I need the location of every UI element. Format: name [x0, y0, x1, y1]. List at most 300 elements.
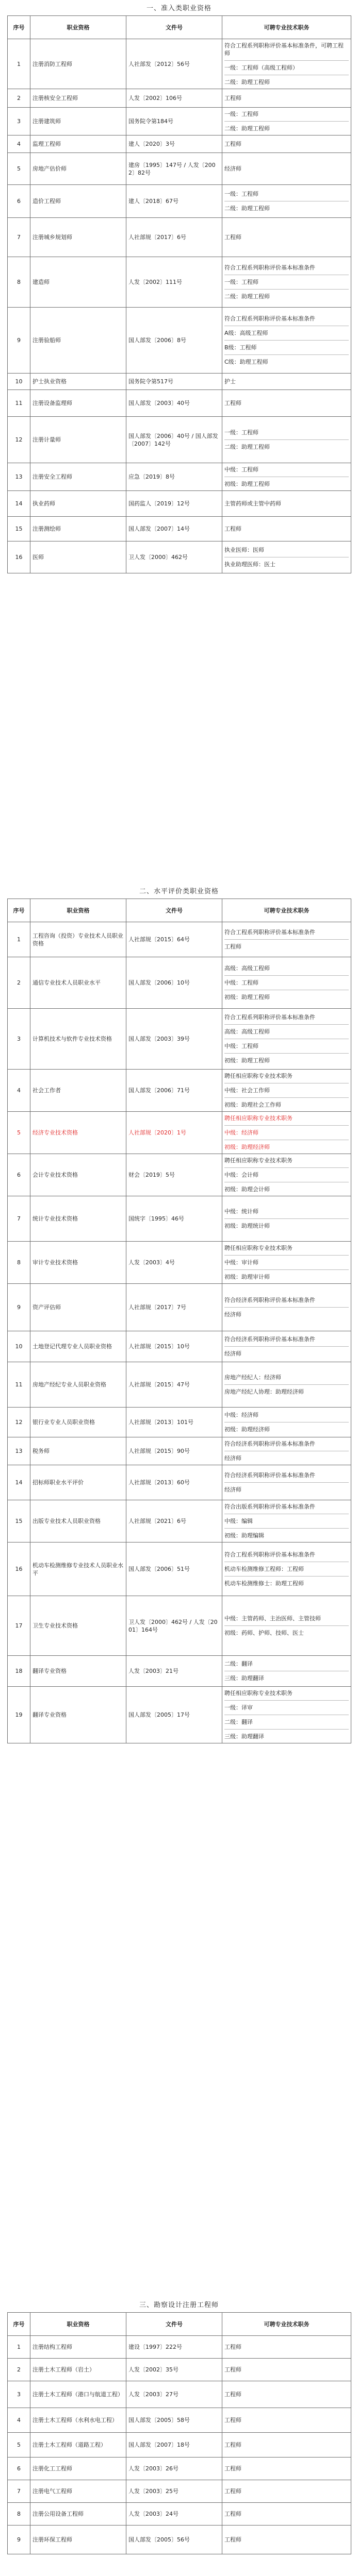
posts-cell: [222, 2503, 351, 2526]
post-title: 符合工程系列职称评价基本标准条件: [224, 1014, 315, 1021]
table-row: [8, 2381, 351, 2408]
posts-cell: [222, 390, 351, 417]
post-title: 工程师: [224, 2417, 241, 2424]
row-index-cell: 14: [8, 491, 30, 517]
table-row: [8, 1196, 351, 1242]
cell-divider: [224, 121, 349, 122]
document-number-cell: 国人部发〔2006〕71号: [126, 1070, 222, 1112]
posts-cell: [222, 257, 351, 308]
post-title: 中级：编辑: [224, 1518, 253, 1524]
document-number-cell: 人发〔2002〕106号: [126, 89, 222, 108]
posts-cell: [222, 374, 351, 390]
cell-divider: [224, 289, 349, 290]
row-index-cell: 1: [8, 39, 30, 89]
row-index-cell: 2: [8, 89, 30, 108]
post-title: 二级：助理工程师: [224, 125, 270, 132]
post-title: 中级：主管药师、主治医师、主管技师: [224, 1615, 321, 1622]
post-title: 房地产经纪人协理：助理经济师: [224, 1388, 304, 1395]
qualification-cell: 注册结构工程师: [30, 2336, 126, 2359]
document-number-cell: 建房〔1995〕147号 / 人发〔2002〕82号: [126, 153, 222, 185]
cell-divider: [224, 1167, 349, 1168]
posts-cell: [222, 1331, 351, 1362]
table-row: [8, 374, 351, 390]
table-row: [8, 257, 351, 308]
posts-cell: [222, 1543, 351, 1596]
table-header-row: [8, 16, 351, 39]
table-row: [8, 1112, 351, 1154]
table-row: [8, 1687, 351, 1743]
row-index-cell: 15: [8, 517, 30, 541]
row-index-cell: 3: [8, 2381, 30, 2408]
row-index-cell: 2: [8, 2359, 30, 2381]
post-title: 聘任相应职称专业技术职务: [224, 1157, 292, 1164]
post-title: 一级：译审: [224, 1704, 253, 1711]
cell-divider: [224, 939, 349, 940]
post-title: 中级：工程师: [224, 466, 258, 473]
post-title: 符合经济系列职称评价基本标准条件: [224, 1472, 315, 1479]
post-title: 工程师: [224, 2536, 241, 2543]
table-row: [8, 1437, 351, 1465]
post-title: 符合工程系列职称评价基本标准条件: [224, 1551, 315, 1558]
qualification-cell: 通信专业技术人员职业水平: [30, 957, 126, 1009]
post-title: 二级：助理工程师: [224, 444, 270, 450]
qualification-table: [7, 2312, 351, 2554]
post-title: 中级：会计师: [224, 1172, 258, 1178]
row-index-cell: 4: [8, 1070, 30, 1112]
document-number-cell: 人社部规〔2013〕60号: [126, 1465, 222, 1500]
cell-divider: [224, 1346, 349, 1347]
row-index-cell: 6: [8, 2458, 30, 2480]
post-title: 一级：工程师（高级工程师）: [224, 64, 298, 71]
post-title: 高级：高级工程师: [224, 965, 270, 972]
document-number-cell: 人社部规〔2015〕64号: [126, 922, 222, 957]
cell-divider: [224, 1384, 349, 1385]
document-number-cell: 国人部发〔2005〕56号: [126, 2526, 222, 2554]
table-row: [8, 2336, 351, 2359]
posts-cell: [222, 135, 351, 153]
post-title: 符合工程系列职称评价基本标准条件: [224, 315, 315, 322]
table-row: [8, 153, 351, 185]
post-title: 工程师: [224, 2391, 241, 2398]
post-title: 工程师: [224, 2442, 241, 2448]
table-row: [8, 2480, 351, 2503]
row-index-cell: 3: [8, 108, 30, 135]
post-title: 初级：助理社会工作师: [224, 1101, 281, 1108]
table-row: [8, 1500, 351, 1543]
qualification-cell: 税务师: [30, 1437, 126, 1465]
post-title: 初级：药师、护师、技师、医士: [224, 1630, 304, 1636]
qualification-cell: 招标师职业水平评价: [30, 1465, 126, 1500]
cell-divider: [224, 1218, 349, 1219]
post-title: 符合经济系列职称评价基本标准条件: [224, 1297, 315, 1303]
row-index-cell: 5: [8, 2433, 30, 2458]
post-title: 聘任相应职称专业技术职务: [224, 1073, 292, 1079]
row-index-cell: 7: [8, 218, 30, 257]
qualification-cell: 监理工程师: [30, 135, 126, 153]
post-title: 二级：翻译: [224, 1719, 253, 1725]
post-title: 工程师: [224, 141, 241, 147]
post-title: 符合出版系列职称评价基本标准条件: [224, 1503, 315, 1510]
table-row: [8, 1543, 351, 1596]
row-index-cell: 11: [8, 390, 30, 417]
qualification-cell: 注册测绘师: [30, 517, 126, 541]
posts-cell: [222, 2381, 351, 2408]
header-posts: 可聘专业技术职务: [222, 2313, 351, 2336]
posts-cell: [222, 2359, 351, 2381]
document-number-cell: 人发〔2003〕24号: [126, 2503, 222, 2526]
posts-cell: [222, 922, 351, 957]
document-number-cell: 人发〔2003〕26号: [126, 2458, 222, 2480]
posts-cell: [222, 108, 351, 135]
document-number-cell: 国务院令第517号: [126, 374, 222, 390]
table-row: [8, 2526, 351, 2554]
table-row: [8, 2458, 351, 2480]
document-number-cell: 人发〔2003〕4号: [126, 1242, 222, 1284]
table-row: [8, 1465, 351, 1500]
qualification-cell: 银行业专业人员职业资格: [30, 1408, 126, 1437]
posts-cell: [222, 1437, 351, 1465]
qualification-cell: 统计专业技术资格: [30, 1196, 126, 1242]
table-row: [8, 185, 351, 218]
document-number-cell: 国人部发〔2005〕17号: [126, 1687, 222, 1743]
qualification-cell: 注册核安全工程师: [30, 89, 126, 108]
post-title: 初级：助理审计师: [224, 1274, 270, 1280]
document-number-cell: 国务院令第184号: [126, 108, 222, 135]
posts-cell: [222, 1465, 351, 1500]
post-title: 经济师: [224, 1311, 241, 1318]
row-index-cell: 7: [8, 1196, 30, 1242]
section-title: 一、准入类职业资格: [146, 5, 211, 12]
post-title: 经济师: [224, 1350, 241, 1357]
document-number-cell: 国人部发〔2006〕10号: [126, 957, 222, 1009]
table-row: [8, 491, 351, 517]
row-index-cell: 5: [8, 1112, 30, 1154]
qualification-cell: 注册化工工程师: [30, 2458, 126, 2480]
document-number-cell: 人社部规〔2015〕10号: [126, 1331, 222, 1362]
qualification-cell: 注册设备监理师: [30, 390, 126, 417]
post-title: A级：高级工程师: [224, 330, 268, 336]
posts-cell: [222, 517, 351, 541]
posts-cell: [222, 1687, 351, 1743]
header-qualification: 职业资格: [30, 899, 126, 922]
post-title: B级：工程师: [224, 344, 257, 351]
row-index-cell: 18: [8, 1656, 30, 1687]
table-row: [8, 308, 351, 374]
post-title: 机动车检测维修士：助理工程师: [224, 1580, 304, 1587]
row-index-cell: 6: [8, 1154, 30, 1196]
row-index-cell: 13: [8, 1437, 30, 1465]
row-index-cell: 6: [8, 185, 30, 218]
post-title: C级：助理工程师: [224, 359, 268, 365]
post-title: 符合经济系列职称评价基本标准条件: [224, 1440, 315, 1447]
posts-cell: [222, 2408, 351, 2433]
document-number-cell: 人社部规〔2017〕6号: [126, 218, 222, 257]
document-number-cell: 国人部发〔2003〕40号: [126, 390, 222, 417]
header-document: 文件号: [126, 2313, 222, 2336]
row-index-cell: 8: [8, 2503, 30, 2526]
table-row: [8, 463, 351, 491]
post-title: 中级：工程师: [224, 979, 258, 986]
post-title: 经济师: [224, 165, 241, 172]
table-header-row: [8, 2313, 351, 2336]
qualification-cell: 注册土木工程师（水利水电工程）: [30, 2408, 126, 2433]
qualification-cell: 注册土木工程师（道路工程）: [30, 2433, 126, 2458]
header-qualification: 职业资格: [30, 2313, 126, 2336]
document-number-cell: 国人部发〔2005〕58号: [126, 2408, 222, 2433]
table-row: [8, 1154, 351, 1196]
posts-cell: [222, 1070, 351, 1112]
posts-cell: [222, 185, 351, 218]
cell-divider: [224, 340, 349, 341]
post-title: 工程师: [224, 2344, 241, 2350]
row-index-cell: 12: [8, 1408, 30, 1437]
table-row: [8, 1331, 351, 1362]
post-title: 符合工程系列职称评价基本标准条件，可聘工程师: [224, 42, 344, 57]
post-title: 工程师: [224, 95, 241, 101]
post-title: 工程师: [224, 400, 241, 406]
posts-cell: [222, 2526, 351, 2554]
qualification-cell: 社会工作者: [30, 1070, 126, 1112]
post-title: 中级：工程师: [224, 1043, 258, 1049]
document-number-cell: 人社部规〔2015〕47号: [126, 1362, 222, 1408]
row-index-cell: 17: [8, 1596, 30, 1656]
row-index-cell: 9: [8, 1284, 30, 1331]
qualification-cell: 房地产估价师: [30, 153, 126, 185]
qualification-cell: 卫生专业技术资格: [30, 1596, 126, 1656]
table-row: [8, 2408, 351, 2433]
post-title: 中级：经济师: [224, 1412, 258, 1418]
row-index-cell: 13: [8, 463, 30, 491]
post-title: 符合工程系列职称评价基本标准条件: [224, 264, 315, 271]
cell-divider: [224, 1097, 349, 1098]
header-document: 文件号: [126, 16, 222, 39]
cell-divider: [224, 1700, 349, 1701]
document-number-cell: 国人部发〔2007〕14号: [126, 517, 222, 541]
table-row: [8, 1408, 351, 1437]
document-number-cell: 国人部发〔2007〕18号: [126, 2433, 222, 2458]
row-index-cell: 19: [8, 1687, 30, 1743]
header-index: 序号: [8, 2313, 30, 2336]
qualification-cell: 计算机技术与软件专业技术资格: [30, 1009, 126, 1070]
post-title: 一级：工程师: [224, 111, 258, 117]
cell-divider: [224, 1307, 349, 1308]
post-title: 机动车检测维修工程师：工程师: [224, 1566, 304, 1572]
row-index-cell: 7: [8, 2480, 30, 2503]
post-title: 高级：高级工程师: [224, 1028, 270, 1035]
document-number-cell: 国人部发〔2006〕40号 / 国人部发〔2007〕142号: [126, 417, 222, 463]
row-index-cell: 4: [8, 135, 30, 153]
cell-divider: [224, 1625, 349, 1626]
qualification-cell: 翻译专业资格: [30, 1687, 126, 1743]
header-posts: 可聘专业技术职务: [222, 899, 351, 922]
posts-cell: [222, 1112, 351, 1154]
post-title: 符合工程系列职称评价基本标准条件: [224, 929, 315, 936]
posts-cell: [222, 957, 351, 1009]
row-index-cell: 9: [8, 2526, 30, 2554]
document-number-cell: 应急〔2019〕8号: [126, 463, 222, 491]
document-number-cell: 国药监人〔2019〕12号: [126, 491, 222, 517]
cell-divider: [224, 1729, 349, 1730]
post-title: 三级：助理翻译: [224, 1675, 264, 1682]
posts-cell: [222, 541, 351, 573]
qualification-cell: 出版专业技术人员职业资格: [30, 1500, 126, 1543]
document-number-cell: 人社部发〔2012〕56号: [126, 39, 222, 89]
posts-cell: [222, 1596, 351, 1656]
section-title: 二、水平评价类职业资格: [139, 888, 219, 895]
qualification-cell: 建造师: [30, 257, 126, 308]
posts-cell: [222, 153, 351, 185]
row-index-cell: 1: [8, 2336, 30, 2359]
section-level-evaluation: [7, 885, 351, 1743]
qualification-cell: 注册计量师: [30, 417, 126, 463]
row-index-cell: 3: [8, 1009, 30, 1070]
post-title: 一级：工程师: [224, 191, 258, 197]
document-number-cell: 人社部规〔2015〕90号: [126, 1437, 222, 1465]
document-number-cell: 人发〔2002〕111号: [126, 257, 222, 308]
post-title: 工程师: [224, 526, 241, 532]
cell-divider: [224, 439, 349, 440]
table-row: [8, 1596, 351, 1656]
post-title: 工程师: [224, 943, 241, 950]
document-number-cell: 国人部发〔2003〕39号: [126, 1009, 222, 1070]
document-number-cell: 人社部规〔2021〕6号: [126, 1500, 222, 1543]
post-title: 初级：助理工程师: [224, 1057, 270, 1064]
table-row: [8, 957, 351, 1009]
table-row: [8, 1070, 351, 1112]
posts-cell: [222, 1284, 351, 1331]
post-title: 二级：翻译: [224, 1660, 253, 1667]
table-row: [8, 2433, 351, 2458]
qualification-cell: 医师: [30, 541, 126, 573]
post-title: 中级：统计师: [224, 1208, 258, 1215]
qualification-cell: 注册公用设备工程师: [30, 2503, 126, 2526]
table-row: [8, 1242, 351, 1284]
row-index-cell: 4: [8, 2408, 30, 2433]
post-title: 初级：助理统计师: [224, 1223, 270, 1229]
row-index-cell: 16: [8, 541, 30, 573]
posts-cell: [222, 2336, 351, 2359]
qualification-cell: 工程咨询（投资）专业技术人员职业资格: [30, 922, 126, 957]
cell-divider: [224, 1269, 349, 1270]
post-title: 三级：助理翻译: [224, 1733, 264, 1740]
post-title: 护士: [224, 378, 236, 385]
posts-cell: [222, 1196, 351, 1242]
document-number-cell: 国统字〔1995〕46号: [126, 1196, 222, 1242]
post-title: 聘任相应职称专业技术职务: [224, 1115, 292, 1122]
post-title: 初级：助理编辑: [224, 1532, 264, 1539]
table-row: [8, 1362, 351, 1408]
post-title: 工程师: [224, 2366, 241, 2373]
post-title: 执业助理医师：医士: [224, 561, 275, 568]
document-number-cell: 财会〔2019〕5号: [126, 1154, 222, 1196]
document-number-cell: 人社部规〔2013〕101号: [126, 1408, 222, 1437]
qualification-cell: 注册验船师: [30, 308, 126, 374]
post-title: 工程师: [224, 2465, 241, 2472]
post-title: 初级：助理会计师: [224, 1186, 270, 1193]
row-index-cell: 8: [8, 257, 30, 308]
table-row: [8, 135, 351, 153]
table-row: [8, 1284, 351, 1331]
post-title: 初级：助理工程师: [224, 481, 270, 487]
cell-divider: [224, 1125, 349, 1126]
post-title: 中级：社会工作师: [224, 1087, 270, 1094]
qualification-cell: 机动车检测维修专业技术人员职业水平: [30, 1543, 126, 1596]
qualification-cell: 注册土木工程师（岩土）: [30, 2359, 126, 2381]
qualification-cell: 房地产经纪专业人员职业资格: [30, 1362, 126, 1408]
qualification-cell: 注册电气工程师: [30, 2480, 126, 2503]
posts-cell: [222, 1362, 351, 1408]
qualification-cell: 会计专业技术资格: [30, 1154, 126, 1196]
post-title: 主管药师或主管中药师: [224, 500, 281, 507]
posts-cell: [222, 1408, 351, 1437]
table-row: [8, 390, 351, 417]
cell-divider: [224, 1053, 349, 1054]
section-survey-design-engineers: [7, 2299, 351, 2554]
header-posts: 可聘专业技术职务: [222, 16, 351, 39]
posts-cell: [222, 218, 351, 257]
posts-cell: [222, 1154, 351, 1196]
cell-divider: [224, 354, 349, 355]
qualification-cell: 造价工程师: [30, 185, 126, 218]
table-row: [8, 108, 351, 135]
posts-cell: [222, 2433, 351, 2458]
row-index-cell: 2: [8, 957, 30, 1009]
cell-divider: [224, 1255, 349, 1256]
document-number-cell: 建设〔1997〕222号: [126, 2336, 222, 2359]
document-number-cell: 人发〔2003〕25号: [126, 2480, 222, 2503]
table-header-row: [8, 899, 351, 922]
posts-cell: [222, 89, 351, 108]
row-index-cell: 5: [8, 153, 30, 185]
row-index-cell: 10: [8, 1331, 30, 1362]
post-title: 工程师: [224, 234, 241, 241]
post-title: 初级：助理经济师: [224, 1144, 270, 1150]
section-title: 三、勘察设计注册工程师: [139, 2301, 219, 2309]
post-title: 一级：工程师: [224, 429, 258, 436]
row-index-cell: 11: [8, 1362, 30, 1408]
row-index-cell: 12: [8, 417, 30, 463]
posts-cell: [222, 2458, 351, 2480]
table-row: [8, 39, 351, 89]
row-index-cell: 1: [8, 922, 30, 957]
post-title: 工程师: [224, 2488, 241, 2495]
qualification-table: [7, 15, 351, 573]
cell-divider: [224, 1482, 349, 1483]
document-number-cell: 国人部发〔2006〕8号: [126, 308, 222, 374]
header-document: 文件号: [126, 899, 222, 922]
qualification-cell: 注册建筑师: [30, 108, 126, 135]
row-index-cell: 16: [8, 1543, 30, 1596]
cell-divider: [224, 1024, 349, 1025]
posts-cell: [222, 39, 351, 89]
table-row: [8, 417, 351, 463]
post-title: 二级：助理工程师: [224, 79, 270, 86]
row-index-cell: 9: [8, 308, 30, 374]
cell-divider: [224, 1576, 349, 1577]
qualification-cell: 护士执业资格: [30, 374, 126, 390]
qualification-cell: 翻译专业资格: [30, 1656, 126, 1687]
row-index-cell: 8: [8, 1242, 30, 1284]
posts-cell: [222, 491, 351, 517]
qualification-table: [7, 899, 351, 1743]
post-title: 初级：助理经济师: [224, 1426, 270, 1433]
post-title: 聘任相应职称专业技术职务: [224, 1245, 292, 1251]
post-title: 初级：助理工程师: [224, 994, 270, 1001]
table-row: [8, 89, 351, 108]
qualification-cell: 土地登记代理专业人员职业资格: [30, 1331, 126, 1362]
row-index-cell: 15: [8, 1500, 30, 1543]
document-number-cell: 建人〔2018〕67号: [126, 185, 222, 218]
